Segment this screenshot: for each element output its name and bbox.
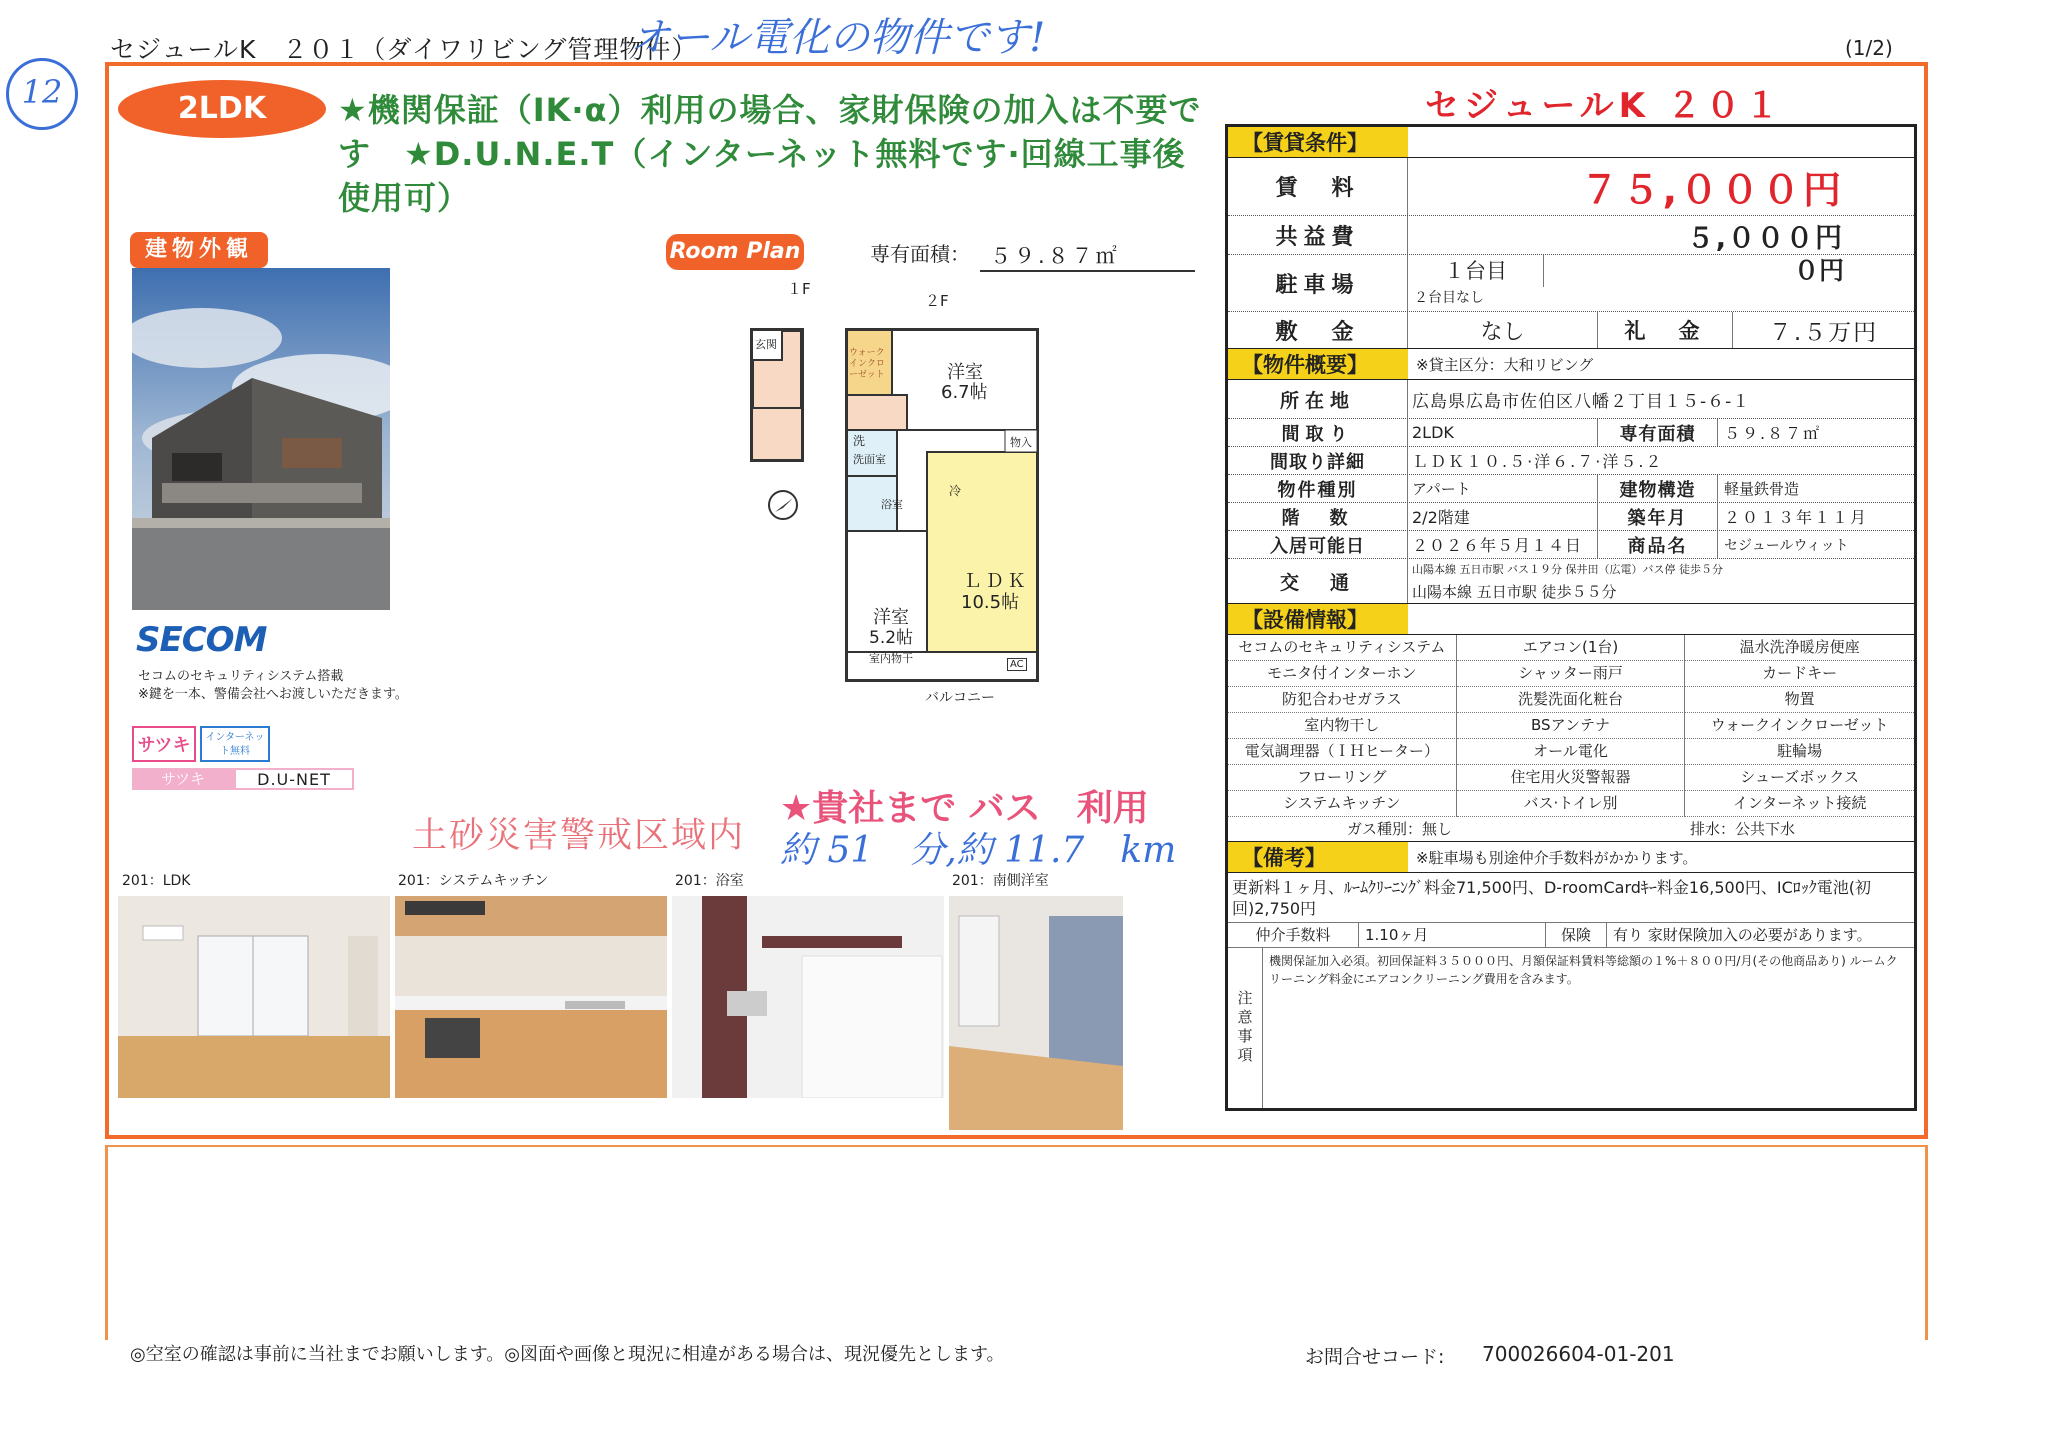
floor-plan [735,278,1045,718]
security-notes [138,668,408,704]
equipment-item: フローリング [1228,765,1457,791]
key-money-label: 礼 金 [1598,312,1733,348]
parking-row [1228,255,1914,312]
washroom-label: 洗面室 [853,453,886,466]
balcony-label: バルコニー [925,690,995,706]
handwritten-bus-line1: ★貴社まで バス 利用 [780,788,1149,829]
common-fee-value: ５,０００円 [1686,222,1844,254]
rental-terms-title: 【賃貸条件】 [1228,127,1408,157]
handwritten-note: オール電化の物件です! [630,15,1046,61]
notes-label: 注意事項 [1228,948,1263,1108]
western2-label: 洋室 [873,607,909,628]
overview-header [1228,349,1914,380]
indoor-dry-label: 室内物干 [869,652,913,665]
overview-row-transport [1228,559,1914,604]
layout-value: 2LDK [1408,419,1598,446]
layout-detail-label: 間取り詳細 [1228,447,1408,474]
walkin-label: ウォークインクローゼット [849,348,885,380]
floors-value: 2/2階建 [1408,503,1598,530]
equipment-item: 室内物干し [1228,713,1457,739]
equipment-item: システムキッチン [1228,791,1457,817]
dunet-badge: D.U-NET [234,768,354,790]
overview-row-layout [1228,419,1914,447]
internet-free-badge: インターネット無料 [200,726,270,762]
insurance-label: 保険 [1546,923,1607,947]
equipment-item: 温水洗浄暖房便座 [1685,635,1914,661]
gas-type: ガス種別：無し [1346,820,1452,838]
exterior-tag: 建物外観 [130,232,268,268]
security-note-1: セコムのセキュリティシステム搭載 [138,669,344,684]
badges [132,726,354,790]
product-label: 商品名 [1598,531,1718,558]
rent-row [1228,158,1914,216]
satsuki-badge-2: サツキ [132,768,234,790]
layout-detail-value: ＬＤＫ１０.５·洋６.７·洋５.２ [1412,452,1664,471]
satsuki-badge: サツキ [132,726,196,762]
equipment-item: オール電化 [1457,739,1686,765]
photo-label-kitchen: 201：システムキッチン [398,873,549,889]
photo-label-south-room: 201：南側洋室 [952,873,1049,889]
overview-title: 【物件概要】 [1228,349,1408,379]
structure-value: 軽量鉄骨造 [1724,480,1800,498]
layout-type-badge: 2LDK [118,80,326,138]
fridge-label: 冷 [949,484,962,498]
handwritten-bus-line2: 約 51 分,約 11.7 km [780,830,1177,871]
equipment-item: 物置 [1685,687,1914,713]
equipment-item: モニタ付インターホン [1228,661,1457,687]
equipment-header [1228,604,1914,635]
notes-text: 機関保証加入必須。初回保証料３５０００円、月額保証料賃料等総額の１%＋８００円/月(その他商品あり) ルームクリーニング料金にエアコンクリーニング費用を含みます。 [1269,954,1898,986]
equipment-grid [1228,635,1914,817]
drain-type: 排水：公共下水 [1689,820,1795,838]
deposit-value: なし [1408,312,1598,348]
rental-terms-header [1228,127,1914,158]
equipment-item: シューズボックス [1685,765,1914,791]
bath-label: 浴室 [881,498,903,511]
wash-label: 洗 [853,434,866,448]
exterior-photo [132,268,390,610]
parking-fee: ０円 [1793,256,1844,285]
photo-label-bath: 201：浴室 [675,873,744,889]
lender-note: ※貸主区分：大和リビング [1416,355,1594,374]
storage-label: 物入 [1010,436,1032,449]
overview-row-layout-detail [1228,447,1914,475]
property-type-value: アパート [1408,475,1598,502]
transport-line-2: 山陽本線 五日市駅 徒歩５５分 [1412,582,1617,601]
overview-row-movein [1228,531,1914,559]
layout-label: 間取り [1228,419,1408,446]
area-label: 専有面積： [870,242,970,266]
equipment-title: 【設備情報】 [1228,604,1408,634]
property-type-label: 物件種別 [1228,475,1408,502]
room-plan-tag: Room Plan [666,234,804,270]
equipment-item: BSアンテナ [1457,713,1686,739]
security-note-2: ※鍵を一本、警備会社へお渡しいただきます。 [138,687,408,702]
western1-label: 洋室 [947,362,983,383]
equipment-item: セコムのセキュリティシステム [1228,635,1457,661]
photo-south-room [949,896,1123,1130]
equipment-item: ウォークインクローゼット [1685,713,1914,739]
inquiry-code-label: お問合せコード: [1305,1346,1445,1368]
parking-note: ２台目なし [1414,290,1484,306]
ac-label: AC [1007,658,1027,671]
area-field-label: 専有面積 [1598,419,1718,446]
built-label: 築年月 [1598,503,1718,530]
deposit-label: 敷 金 [1228,312,1408,348]
common-fee-row [1228,216,1914,255]
transport-line-1: 山陽本線 五日市駅 バス１９分 保井田（広電）バス停 徒歩５分 [1412,562,1723,576]
address-value: 広島県広島市佐伯区八幡２丁目１５-６-１ [1412,391,1751,412]
genkan-label: 玄関 [755,338,777,351]
equipment-item: カードキー [1685,661,1914,687]
structure-label: 建物構造 [1598,475,1718,502]
photo-kitchen [395,896,667,1098]
inquiry-code: 700026604-01-201 [1482,1342,1675,1366]
headline: ★機関保証（IK·α）利用の場合、家財保険の加入は不要です ★D.U.N.E.T（インターネット無料です·回線工事後使用可） [338,91,1202,217]
ldk-size: 10.5帖 [961,592,1020,613]
remarks-fees: 更新料１ヶ月、ﾙｰﾑｸﾘｰﾆﾝｸﾞ料金71,500円、D-roomCardｷｰ料金16,500円、ICﾛｯｸ電池(初回)2,750円 [1228,873,1914,923]
remarks-title: 【備考】 [1228,842,1408,872]
photo-label-ldk: 201：LDK [122,873,191,889]
photo-ldk [118,896,390,1098]
equipment-item: 防犯合わせガラス [1228,687,1457,713]
floor-1-label: １F [787,280,811,298]
page-number: (1/2) [1845,36,1893,60]
commission-value: 1.10ヶ月 [1359,923,1546,947]
move-in-label: 入居可能日 [1228,531,1408,558]
lower-frame [105,1145,1928,1340]
rent-value: ７５,０００円 [1580,168,1844,212]
move-in-value: ２０２６年５月１４日 [1408,531,1598,558]
parking-label: 駐車場 [1228,255,1408,311]
rent-label: 賃 料 [1228,158,1408,215]
deposit-row [1228,312,1914,349]
ldk-label: ＬＤＫ [963,570,1030,592]
property-name: セジュールK ２０１ [1425,86,1784,126]
circled-number: 12 [6,58,78,130]
product-value: セジュールウィット [1724,537,1849,554]
secom-logo: SECOM [136,620,267,660]
footer-disclaimer: ◎空室の確認は事前に当社までお願いします。◎図面や画像と現況に相違がある場合は、現況優先とします。 [130,1344,1005,1365]
landslide-warning: 土砂災害警戒区域内 [412,816,746,856]
equipment-item: シャッター雨戸 [1457,661,1686,687]
parking-slots: １台目 [1408,255,1544,287]
utility-row [1228,817,1914,842]
commission-row [1228,923,1914,948]
document-title: セジュールK ２０１（ダイワリビング管理物件） [110,35,698,64]
equipment-item: バス·トイレ別 [1457,791,1686,817]
equipment-item: 駐輪場 [1685,739,1914,765]
transport-label: 交 通 [1228,559,1408,603]
overview-row-floors [1228,503,1914,531]
overview-row-address [1228,380,1914,419]
insurance-value: 有り 家財保険加入の必要があります。 [1613,926,1872,944]
built-value: ２０１３年１１月 [1724,508,1869,527]
common-fee-label: 共益費 [1228,216,1408,254]
equipment-item: 洗髪洗面化粧台 [1457,687,1686,713]
address-label: 所在地 [1228,380,1408,418]
photo-bath [672,896,944,1098]
equipment-item: 電気調理器（ＩＨヒーター） [1228,739,1457,765]
floor-2-label: ２F [925,292,949,310]
overview-row-type [1228,475,1914,503]
commission-label: 仲介手数料 [1228,923,1359,947]
remarks-header [1228,842,1914,873]
area-value: ５９.８７㎡ [980,240,1195,272]
western1-size: 6.7帖 [941,382,988,403]
key-money-value: ７.５万円 [1768,319,1879,346]
property-info-table [1225,124,1917,1111]
floors-label: 階 数 [1228,503,1408,530]
area-field-value: ５９.８７㎡ [1724,424,1822,443]
remarks-parking-note: ※駐車場も別途仲介手数料がかかります。 [1416,848,1698,867]
notes-row [1228,948,1914,1108]
equipment-item: インターネット接続 [1685,791,1914,817]
western2-size: 5.2帖 [869,628,914,648]
equipment-item: エアコン(1台) [1457,635,1686,661]
equipment-item: 住宅用火災警報器 [1457,765,1686,791]
